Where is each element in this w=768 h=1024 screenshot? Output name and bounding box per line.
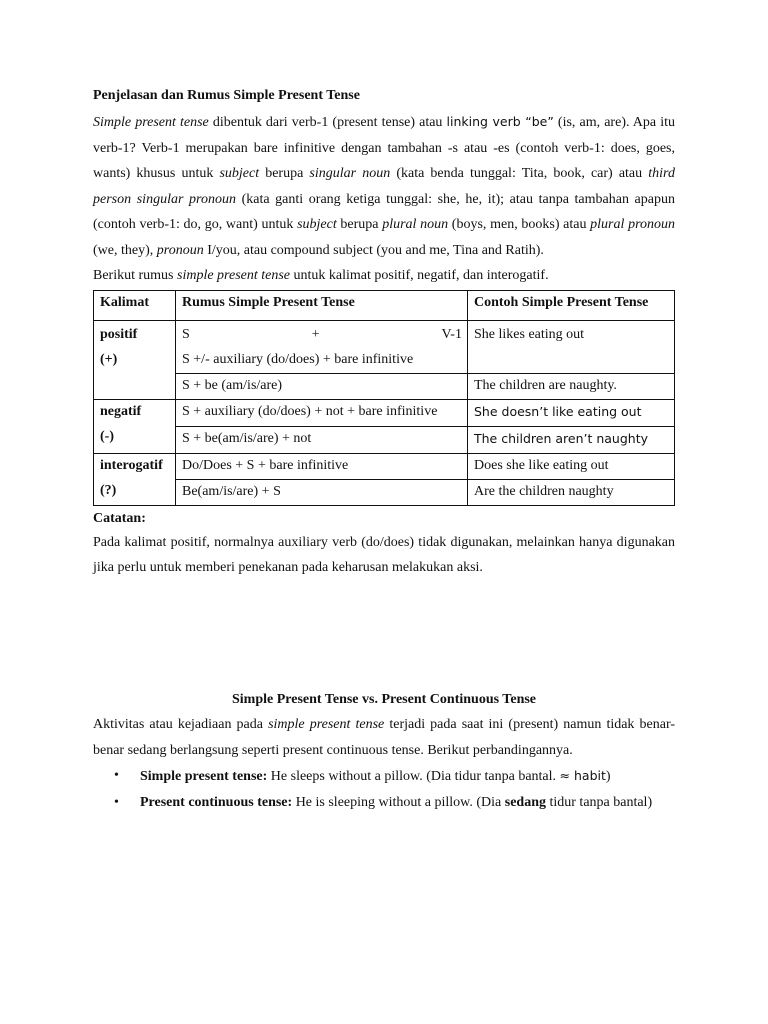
cell-positif-formula-2: S + be (am/is/are) — [176, 373, 468, 399]
intro-text-10: (kata ganti orang ketiga tunggal: she, he, it); atau tanpa tambahan apapun (contoh verb-1: do, go, want) untuk — [93, 191, 675, 232]
negatif-sign: (-) — [100, 428, 114, 444]
bullet1-habit: ≈ habit — [559, 768, 606, 783]
formula-v1: V-1 — [441, 326, 462, 342]
formula-table — [93, 290, 675, 506]
interogatif-label: interogatif — [100, 457, 163, 473]
header-kalimat: Kalimat — [94, 290, 176, 320]
list-item — [93, 763, 675, 790]
rumus-italic: simple present tense — [177, 268, 291, 283]
catatan-text: Pada kalimat positif, normalnya auxiliary verb (do/does) tidak digunakan, melainkan hanya digunakan jika perlu untuk memberi penekanan pada keharusan melakukan aksi. — [93, 534, 675, 575]
intro-text-16: (we, they), — [93, 242, 157, 258]
list-item — [93, 790, 675, 816]
intro-text-6: berupa — [259, 166, 310, 181]
bullet-icon: • — [114, 794, 119, 810]
cell-negatif-example-1 — [468, 399, 675, 426]
intro-paragraph — [93, 109, 675, 263]
intro-linking-verb: linking verb “be” — [446, 114, 554, 129]
header-rumus: Rumus Simple Present Tense — [176, 290, 468, 320]
cell-interogatif-formula-1: Do/Does + S + bare infinitive — [176, 453, 468, 479]
formula-spread — [182, 324, 462, 346]
cell-negatif-formula-1: S + auxiliary (do/does) + not + bare infinitive — [176, 399, 468, 426]
intro-text-2: dibentuk dari verb-1 (present tense) atau — [208, 115, 447, 130]
bullet2-text-1: He is sleeping without a pillow. (Dia — [292, 794, 505, 810]
intro-italic-1: Simple present tense — [93, 115, 209, 130]
comparison-text-3: terjadi pada saat ini (present) namun tidak benar-benar sedang berlangsung seperti present continuous tense. Berikut perbandingannya. — [93, 717, 675, 758]
bullet2-label: Present continuous tense: — [140, 794, 293, 810]
cell-positif — [94, 320, 176, 399]
cell-positif-formula-1 — [176, 320, 468, 373]
intro-text-4: (is, am, are). Apa itu verb-1? Verb-1 merupakan bare infinitive dengan tambahan -s atau -es (contoh verb-1: does, goes, wants) khusus untuk — [93, 115, 675, 181]
table-row — [94, 479, 675, 505]
table-row — [94, 373, 675, 399]
document-page — [93, 86, 675, 581]
formula-s: S — [182, 326, 190, 342]
neg-example-2-text: The children aren’t naughty — [474, 430, 648, 446]
positif-sign: (+) — [100, 351, 118, 367]
table-row — [94, 399, 675, 426]
comparison-text-1: Aktivitas atau kejadiaan pada — [93, 717, 269, 732]
header-contoh: Contoh Simple Present Tense — [468, 290, 675, 320]
cell-positif-example-2: The children are naughty. — [468, 373, 675, 399]
neg-example-1-text: She doesn’t like eating out — [474, 403, 642, 419]
comparison-title: Simple Present Tense vs. Present Continuous Tense — [231, 692, 537, 707]
table-row — [94, 426, 675, 453]
bullet2-bold: sedang — [504, 794, 546, 810]
table-row — [94, 320, 675, 373]
intro-italic-5: subject — [219, 166, 260, 181]
table-header-row — [94, 290, 675, 320]
bullet-icon: • — [114, 768, 119, 783]
comparison-list — [93, 763, 675, 815]
intro-text-8: (kata benda tunggal: Tita, book, car) atau — [390, 166, 649, 181]
bullet1-end: ) — [605, 769, 611, 784]
rumus-text-3: untuk kalimat positif, negatif, dan interogatif. — [290, 268, 549, 283]
intro-italic-9: third person singular pronoun — [93, 166, 675, 207]
cell-interogatif-formula-2: Be(am/is/are) + S — [176, 479, 468, 505]
rumus-intro-line — [93, 263, 675, 289]
intro-text-12: berupa — [336, 217, 383, 232]
intro-italic-11: subject — [297, 217, 337, 232]
bullet2-text-2: tidur tanpa bantal) — [545, 794, 653, 810]
intro-italic-15: plural pronoun — [590, 217, 676, 232]
catatan-title: Catatan: — [93, 510, 146, 526]
cell-interogatif-example-1: Does she like eating out — [468, 453, 675, 479]
bullet1-text: He sleeps without a pillow. (Dia tidur tanpa bantal. — [267, 769, 560, 784]
cell-interogatif — [94, 453, 176, 505]
bullet1-label: Simple present tense: — [140, 769, 268, 784]
interogatif-sign: (?) — [100, 482, 117, 498]
intro-italic-7: singular noun — [309, 166, 391, 181]
negatif-label: negatif — [100, 403, 142, 419]
rumus-text-1: Berikut rumus — [93, 268, 177, 283]
cell-negatif-example-2 — [468, 426, 675, 453]
cell-interogatif-example-2: Are the children naughty — [468, 479, 675, 505]
comparison-italic: simple present tense — [268, 717, 385, 732]
intro-italic-17: pronoun — [156, 242, 204, 258]
table-row — [94, 453, 675, 479]
intro-text-18: I/you, atau compound subject (you and me, Tina and Ratih). — [203, 242, 544, 258]
cell-positif-example-1: She likes eating out — [468, 320, 675, 373]
cell-negatif — [94, 399, 176, 453]
positif-label: positif — [100, 326, 138, 342]
comparison-section — [93, 689, 675, 815]
cell-negatif-formula-2: S + be(am/is/are) + not — [176, 426, 468, 453]
comparison-paragraph — [93, 712, 675, 763]
intro-text-14: (boys, men, books) atau — [448, 217, 591, 232]
section-title: Penjelasan dan Rumus Simple Present Tense — [93, 88, 360, 103]
formula-plus: + — [311, 326, 320, 342]
intro-italic-13: plural noun — [382, 217, 449, 232]
formula-aux: S +/- auxiliary (do/does) + bare infinitive — [182, 351, 414, 367]
